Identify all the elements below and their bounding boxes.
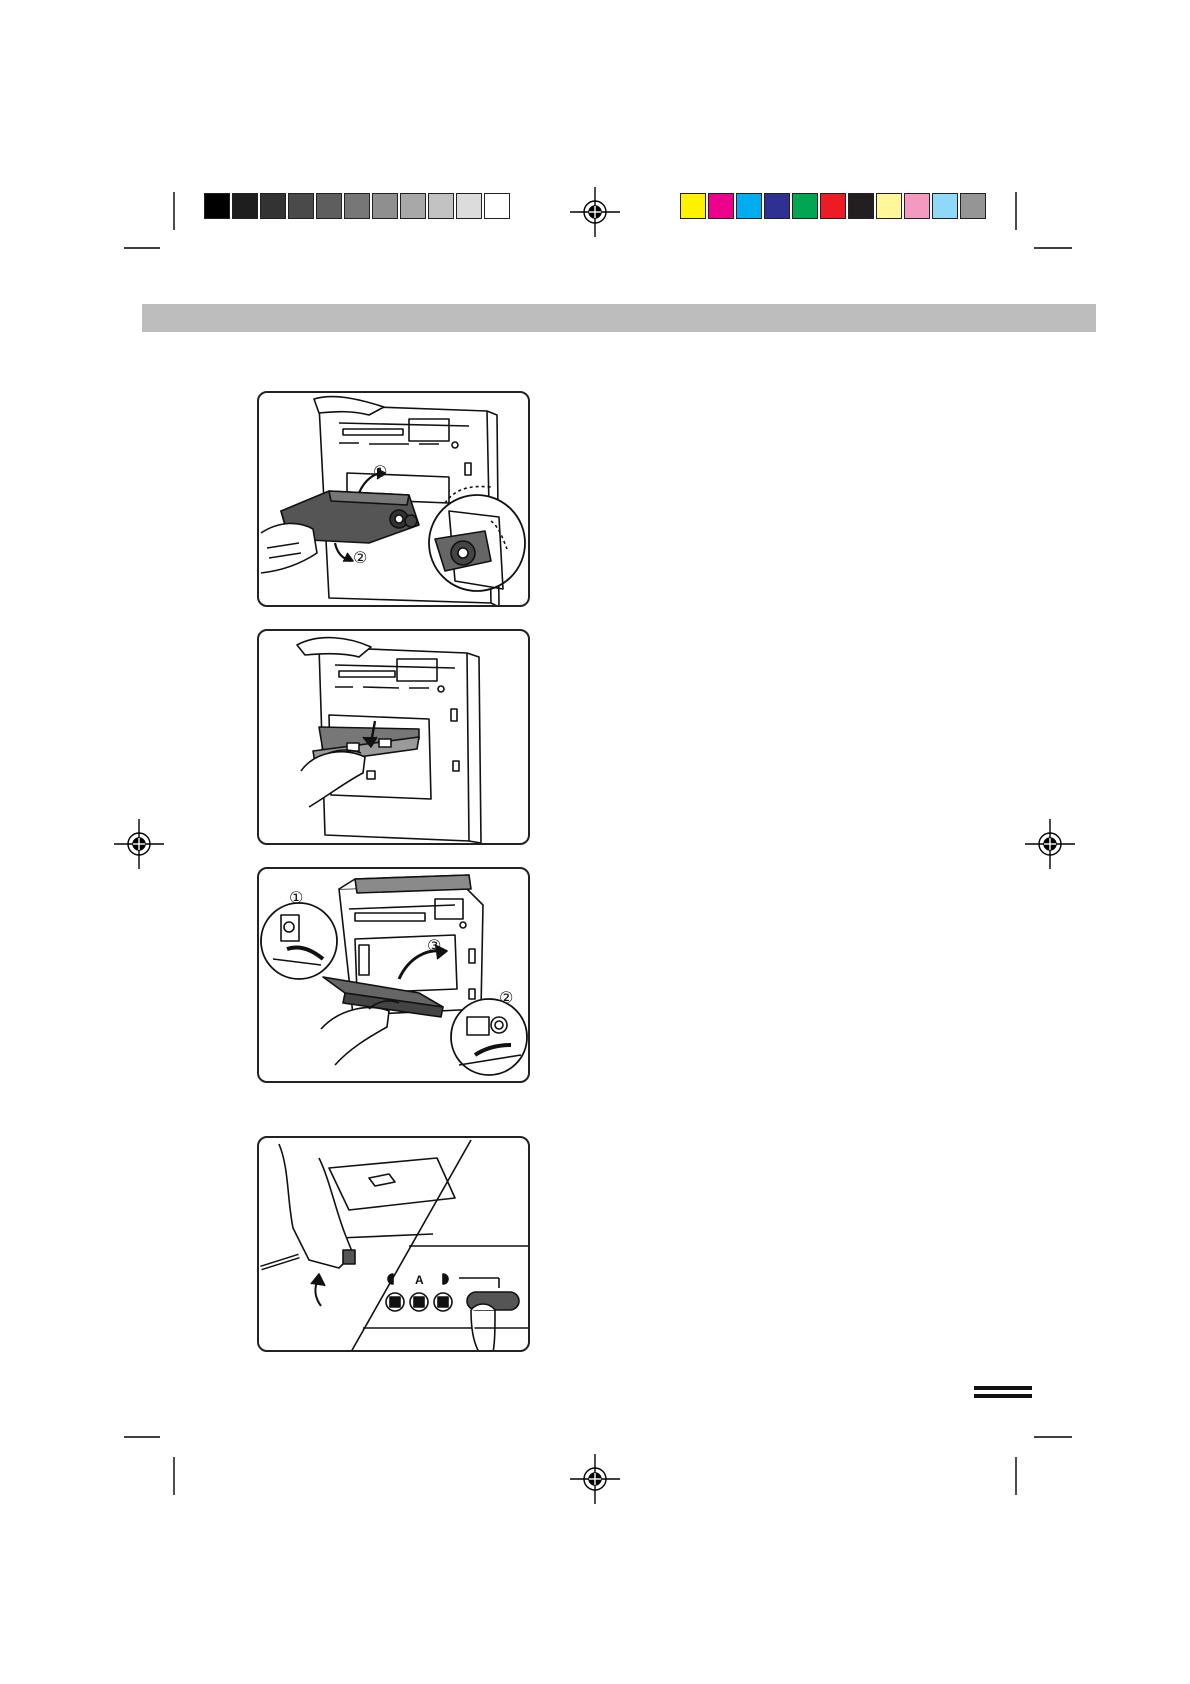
fig3-step-1-label: ① [289,888,304,907]
gray-swatch [204,193,230,219]
figure-remove-sheet [257,629,530,845]
gray-swatch [428,193,454,219]
gray-swatch [456,193,482,219]
gray-swatch [260,193,286,219]
figure-power-button [257,1136,530,1352]
figure-attach-cover [257,867,530,1083]
continued-mark-upper [974,1386,1032,1390]
gray-swatch [372,193,398,219]
registration-target-left [114,819,164,869]
color-calibration-bar [680,193,988,219]
fig1-step-1-label: ① [373,462,388,481]
fig3-step-3-label: ③ [427,936,442,955]
color-swatch [932,193,958,219]
printer-sheet-illustration [259,631,530,845]
gray-swatch [232,193,258,219]
gray-calibration-bar [204,193,512,219]
color-swatch [960,193,986,219]
gray-swatch [288,193,314,219]
mode-auto-label: A [415,1273,424,1287]
fig3-step-2-label: ② [499,988,514,1007]
power-panel-illustration [259,1138,530,1352]
figure-insert-cartridge [257,391,530,607]
gray-swatch [344,193,370,219]
printer-cover-illustration [259,869,530,1083]
section-header-band [142,304,1096,332]
registration-target-right [1025,819,1075,869]
color-swatch [904,193,930,219]
fig1-step-2-label: ② [353,548,368,567]
printer-cartridge-illustration [259,393,530,607]
gray-swatch [484,193,510,219]
registration-target-bottom [570,1454,620,1504]
gray-swatch [316,193,342,219]
color-swatch [680,193,706,219]
color-swatch [736,193,762,219]
gray-swatch [400,193,426,219]
registration-target-top [570,187,620,237]
continued-mark-lower [974,1394,1032,1398]
color-swatch [764,193,790,219]
color-swatch [876,193,902,219]
color-swatch [848,193,874,219]
color-swatch [820,193,846,219]
color-swatch [792,193,818,219]
color-swatch [708,193,734,219]
